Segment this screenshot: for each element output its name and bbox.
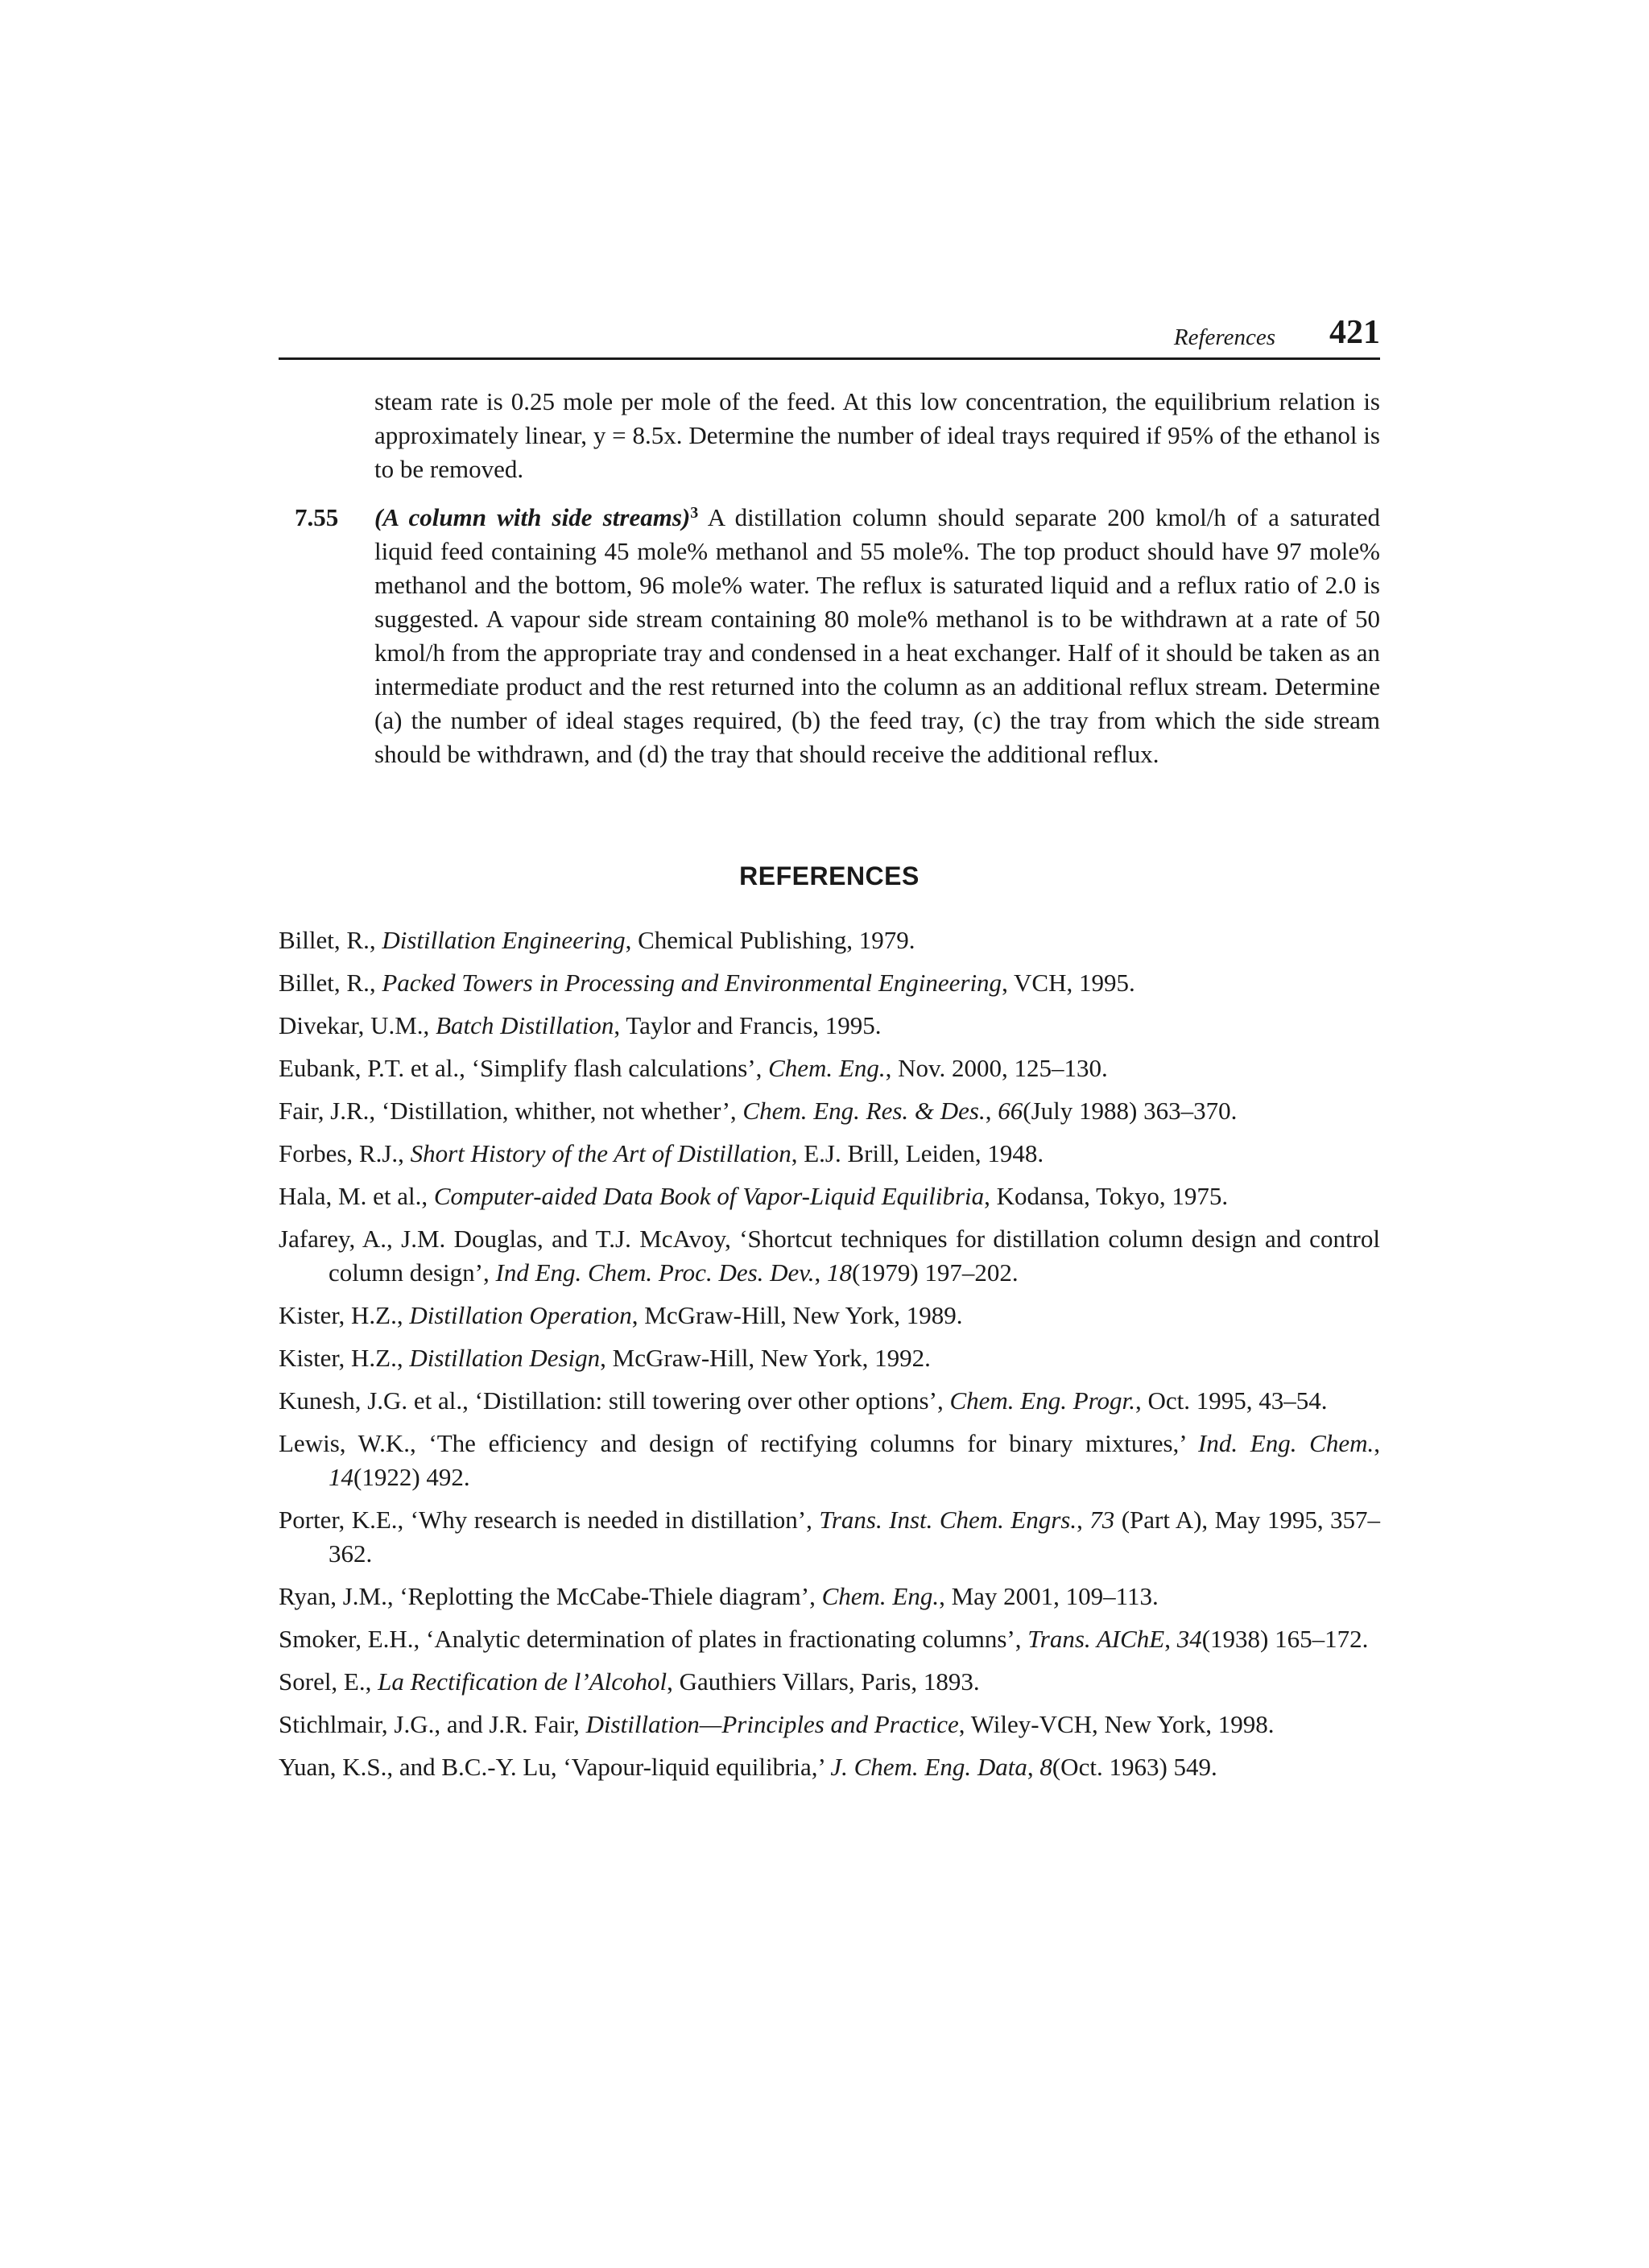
reference-volume: 8 (1039, 1753, 1052, 1781)
problem-number: 7.55 (295, 503, 339, 531)
reference-entry (279, 1384, 1380, 1418)
reference-text: Sorel, E., (279, 1667, 378, 1696)
reference-text: , (1164, 1625, 1177, 1653)
reference-text: , McGraw-Hill, New York, 1989. (631, 1301, 963, 1329)
reference-text: , Taylor and Francis, 1995. (614, 1011, 882, 1039)
reference-entry (279, 1622, 1380, 1656)
reference-entry (279, 1222, 1380, 1290)
reference-source: Chem. Eng. (768, 1054, 886, 1082)
reference-source: Chem. Eng. Res. & Des. (742, 1097, 986, 1125)
reference-text: Forbes, R.J., (279, 1139, 411, 1167)
problem-continuation: steam rate is 0.25 mole per mole of the feed. At this low concentration, the equilibrium relation is approximately linear, y = 8.5x. Determine the number of ideal trays required if 95% of the ethanol is to be removed. (374, 387, 1380, 483)
reference-entry (279, 923, 1380, 957)
reference-volume: 34 (1176, 1625, 1202, 1653)
reference-source: Trans. Inst. Chem. Engrs. (819, 1506, 1077, 1534)
reference-volume: 66 (998, 1097, 1023, 1125)
reference-source: Batch Distillation (436, 1011, 614, 1039)
reference-source: Distillation—Principles and Practice (585, 1710, 959, 1738)
page-number: 421 (1329, 314, 1380, 351)
reference-entry (279, 1051, 1380, 1085)
problem-title: A column with side streams (382, 503, 682, 531)
problem-title-open: ( (374, 503, 383, 531)
reference-text: Hala, M. et al., (279, 1182, 434, 1210)
reference-entry (279, 1580, 1380, 1613)
reference-text: Fair, J.R., ‘Distillation, whither, not whether’, (279, 1097, 743, 1125)
reference-source: Distillation Design (409, 1344, 601, 1372)
reference-text: (Part A), May 1995, 357–362. (329, 1506, 1380, 1568)
reference-text: , (814, 1258, 828, 1287)
reference-source: Computer-aided Data Book of Vapor-Liquid Equilibria (433, 1182, 985, 1210)
running-header (279, 314, 1380, 357)
reference-text: (1938) 165–172. (1201, 1625, 1369, 1653)
problem-body (374, 501, 1380, 771)
reference-source: La Rectification de l’Alcohol (378, 1667, 667, 1696)
problem-text: A distillation column should separate 200 kmol/h of a saturated liquid feed containing 45 mole% methanol and 55 mole%. The top product should have 97 mole% methanol and the bottom, 96 mole% water. The reflux is saturated liquid and a reflux ratio of 2.0 is suggested. A vapour side stream containing 80 mole% methanol is to be withdrawn at a rate of 50 kmol/h from the appropriate tray and condensed in a heat exchanger. Half of it should be taken as an intermediate product and the rest returned into the column as an additional reflux stream. Determine (a) the number of ideal stages required, (b) the feed tray, (c) the tray from which the side stream should be withdrawn, and (d) the tray that should receive the additional reflux. (374, 503, 1380, 768)
reference-entry (279, 966, 1380, 1000)
reference-entry (279, 1750, 1380, 1784)
reference-source: J. Chem. Eng. Data (830, 1753, 1027, 1781)
reference-text: , Chemical Publishing, 1979. (625, 926, 915, 954)
reference-text: , Oct. 1995, 43–54. (1134, 1386, 1328, 1415)
reference-text: , Wiley-VCH, New York, 1998. (958, 1710, 1275, 1738)
reference-text: Billet, R., (279, 969, 382, 997)
reference-text: (1922) 492. (353, 1463, 470, 1491)
reference-text: (1979) 197–202. (852, 1258, 1019, 1287)
reference-text: , (985, 1097, 998, 1125)
reference-text: Kister, H.Z., (279, 1301, 410, 1329)
reference-text: Stichlmair, J.G., and J.R. Fair, (279, 1710, 586, 1738)
references-list (279, 923, 1380, 1793)
reference-source: Short History of the Art of Distillation (410, 1139, 791, 1167)
reference-text: Ryan, J.M., ‘Replotting the McCabe-Thiele diagram’, (279, 1582, 822, 1610)
reference-entry (279, 1503, 1380, 1571)
reference-text: Smoker, E.H., ‘Analytic determination of plates in fractionating columns’, (279, 1625, 1028, 1653)
reference-text: , Nov. 2000, 125–130. (885, 1054, 1108, 1082)
reference-entry (279, 1708, 1380, 1741)
reference-entry (279, 1179, 1380, 1213)
reference-entry (279, 1299, 1380, 1332)
reference-text: Eubank, P.T. et al., ‘Simplify flash calculations’, (279, 1054, 769, 1082)
reference-entry (279, 1009, 1380, 1043)
reference-source: Chem. Eng. (821, 1582, 940, 1610)
reference-entry (279, 1137, 1380, 1171)
reference-text: , May 2001, 109–113. (939, 1582, 1159, 1610)
reference-entry (279, 1665, 1380, 1699)
reference-text: , McGraw-Hill, New York, 1992. (600, 1344, 931, 1372)
reference-volume: 73 (1089, 1506, 1115, 1534)
reference-text: Billet, R., (279, 926, 382, 954)
reference-entry (279, 1341, 1380, 1375)
problem-title-close: ) (681, 503, 691, 531)
reference-source: Chem. Eng. Progr. (949, 1386, 1135, 1415)
reference-text: , (1077, 1506, 1090, 1534)
problem-footnote-mark: 3 (690, 504, 699, 522)
reference-source: Distillation Engineering (382, 926, 626, 954)
reference-text: , (1027, 1753, 1040, 1781)
reference-text: , Kodansa, Tokyo, 1975. (984, 1182, 1229, 1210)
reference-entry (279, 1427, 1380, 1494)
problem-7-55 (279, 501, 1380, 771)
reference-text: , (1374, 1429, 1380, 1457)
reference-text: Divekar, U.M., (279, 1011, 436, 1039)
reference-text: Lewis, W.K., ‘The efficiency and design of rectifying columns for binary mixtures,’ (279, 1429, 1198, 1457)
reference-text: Kunesh, J.G. et al., ‘Distillation: still towering over other options’, (279, 1386, 950, 1415)
header-rule (279, 357, 1380, 360)
reference-source: Packed Towers in Processing and Environmental Engineering (382, 969, 1002, 997)
reference-source: Trans. AIChE (1027, 1625, 1165, 1653)
reference-source: Distillation Operation (409, 1301, 632, 1329)
reference-volume: 14 (329, 1463, 353, 1491)
reference-text: , Gauthiers Villars, Paris, 1893. (667, 1667, 980, 1696)
reference-entry (279, 1094, 1380, 1128)
reference-text: Jafarey, A., J.M. Douglas, and T.J. McAvoy, ‘Shortcut techniques for distillation column design and control column design’, (279, 1225, 1380, 1287)
reference-source: Ind. Eng. Chem. (1198, 1429, 1374, 1457)
reference-text: Kister, H.Z., (279, 1344, 410, 1372)
reference-text: Yuan, K.S., and B.C.-Y. Lu, ‘Vapour-liquid equilibria,’ (279, 1753, 831, 1781)
reference-text: Porter, K.E., ‘Why research is needed in distillation’, (279, 1506, 820, 1534)
reference-text: (Oct. 1963) 549. (1052, 1753, 1217, 1781)
reference-text: (July 1988) 363–370. (1023, 1097, 1238, 1125)
running-header-section: References (1173, 324, 1275, 350)
reference-volume: 18 (827, 1258, 853, 1287)
reference-text: , E.J. Brill, Leiden, 1948. (791, 1139, 1044, 1167)
references-heading: REFERENCES (739, 861, 920, 890)
reference-text: , VCH, 1995. (1002, 969, 1135, 997)
reference-source: Ind Eng. Chem. Proc. Des. Dev. (495, 1258, 815, 1287)
